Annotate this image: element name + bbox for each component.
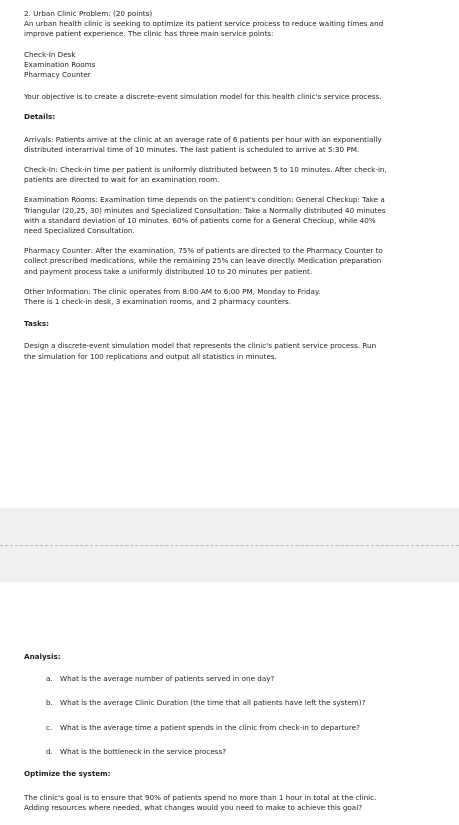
problem-heading: 2. Urban Clinic Problem: (20 points) [24, 9, 153, 18]
tasks-paragraph: Design a discrete-event simulation model that represents the clinic's patient service process. Run the simulation for 100 replications and output all statistics in minutes. [24, 341, 377, 361]
optimize-paragraph: The clinic's goal is to ensure that 90% of patients spend no more than 1 hour in total at the clinic. Adding resources where needed, what changes would you need to make to achieve this goal? [24, 793, 377, 813]
exam-paragraph: Examination Rooms: Examination time depends on the patient's condition: General Checkup: Take a Triangular (20,25, 30) minutes and Specialized Consultation: Take a Normally distributed 40 minutes with a standard deviation of 10 minutes. 60% of patients come for a General Checkup, while 40% need Specialized Consultation. [24, 195, 386, 236]
optimize-label: Optimize the system: [24, 769, 111, 779]
service-point: Pharmacy Counter [24, 70, 91, 80]
analysis-question: What is the average Clinic Duration (the time that all patients have left the system)? [60, 698, 366, 708]
details-label: Details: [24, 112, 56, 122]
service-points-list [24, 50, 452, 81]
objective-text: Your objective is to create a discrete-event simulation model for this health clinic's service process. [24, 92, 382, 102]
list-marker: d. [46, 746, 53, 756]
list-item [24, 723, 452, 733]
analysis-question: What is the average time a patient spends in the clinic from check-in to departure? [60, 722, 360, 732]
list-item [24, 747, 452, 757]
list-item [24, 674, 452, 684]
analysis-question: What is the bottleneck in the service process? [60, 746, 227, 756]
list-marker: b. [46, 698, 53, 708]
list-item [24, 698, 452, 708]
list-marker: a. [46, 674, 53, 684]
list-marker: c. [46, 722, 53, 732]
tasks-label: Tasks: [24, 319, 50, 329]
analysis-label: Analysis: [24, 652, 61, 661]
checkin-paragraph: Check-In: Check-in time per patient is uniformly distributed between 5 to 10 minutes. After check-in, patients are directed to wait for an examination room. [24, 165, 387, 185]
arrivals-paragraph: Arrivals: Patients arrive at the clinic at an average rate of 6 patients per hour with an exponentially distributed interarrival time of 10 minutes. The last patient is scheduled to arrive at 5:30 PM. [24, 134, 382, 154]
analysis-section [24, 652, 452, 814]
problem-section [24, 9, 452, 362]
service-point: Check-In Desk [24, 49, 76, 59]
service-point: Examination Rooms [24, 59, 96, 69]
pharmacy-paragraph: Pharmacy Counter: After the examination, 75% of patients are directed to the Pharmacy Counter to collect prescribed medications, while the remaining 25% can leave directly. Medication preparation and payment process take a uniformly distributed 10 to 20 minutes per patient. [24, 246, 383, 276]
analysis-question: What is the average number of patients served in one day? [60, 674, 275, 684]
page-break-divider [0, 545, 459, 546]
problem-intro: An urban health clinic is seeking to optimize its patient service process to reduce waiting times and improve patient experience. The clinic has three main service points: [24, 19, 384, 39]
other-info-paragraph: Other Information: The clinic operates from 8:00 AM to 6:00 PM, Monday to Friday. There is 1 check-in desk, 3 examination rooms, and 2 pharmacy counters. [24, 286, 321, 307]
